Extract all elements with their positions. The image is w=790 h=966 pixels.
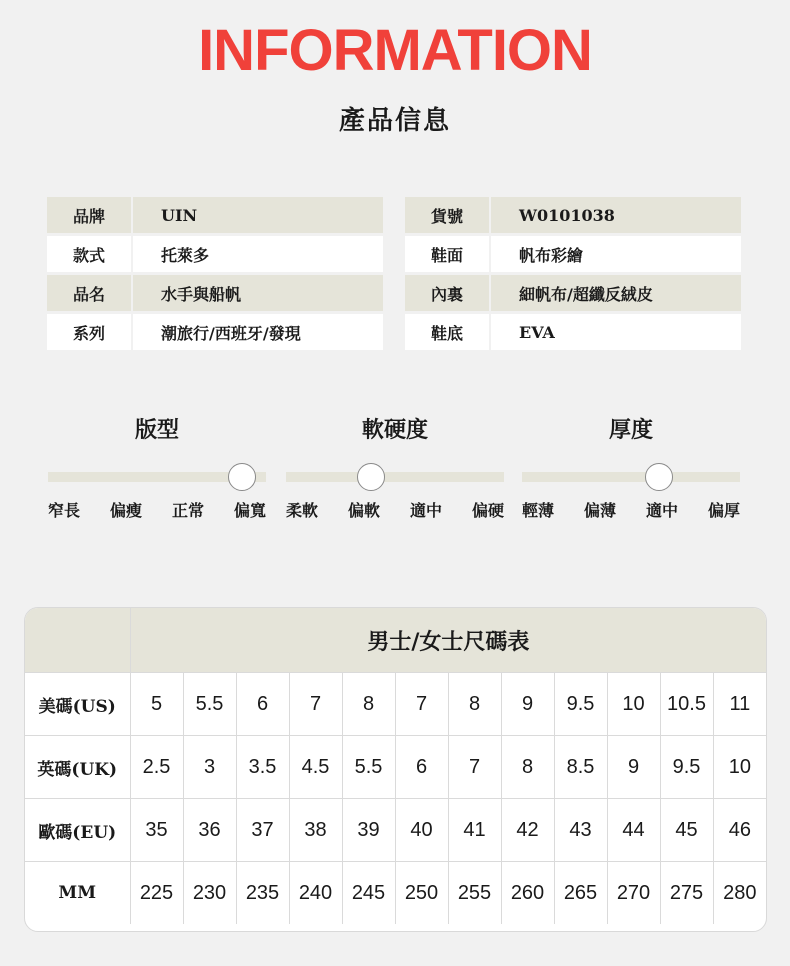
- gauge-labels: [286, 498, 504, 521]
- gauge-label: 偏硬: [471, 501, 504, 520]
- table-row: [25, 862, 766, 925]
- size-cell: 4.5: [289, 736, 342, 799]
- size-cell: 265: [554, 862, 607, 925]
- gauge-track: [522, 472, 740, 482]
- gauge-label: 輕薄: [522, 501, 555, 520]
- size-cell: 42: [501, 799, 554, 862]
- gauge-knob: [645, 463, 673, 491]
- gauge-title: 厚度: [608, 418, 653, 443]
- info-key: 品牌: [47, 197, 131, 233]
- size-cell: 41: [448, 799, 501, 862]
- row-header: 英碼(UK): [25, 736, 130, 799]
- info-value: 細帆布/超纖反絨皮: [491, 275, 741, 311]
- size-cell: 5.5: [342, 736, 395, 799]
- size-cell: 8: [448, 673, 501, 736]
- gauge-label: 適中: [409, 501, 442, 520]
- info-row: [405, 275, 741, 311]
- size-cell: 37: [236, 799, 289, 862]
- size-cell: 10: [607, 673, 660, 736]
- gauge-label: 偏軟: [347, 501, 380, 520]
- row-header: 歐碼(EU): [25, 799, 130, 862]
- table-row: [25, 673, 766, 736]
- size-cell: 240: [289, 862, 342, 925]
- gauge-label: 偏厚: [707, 501, 740, 520]
- size-cell: 250: [395, 862, 448, 925]
- size-cell: 44: [607, 799, 660, 862]
- size-cell: 235: [236, 862, 289, 925]
- info-value: 水手與船帆: [133, 275, 383, 311]
- info-row: [405, 197, 741, 233]
- size-cell: 11: [713, 673, 766, 736]
- info-key: 鞋底: [405, 314, 489, 350]
- info-key: 品名: [47, 275, 131, 311]
- info-value: 托萊多: [133, 236, 383, 272]
- size-cell: 8: [501, 736, 554, 799]
- info-row: [47, 275, 383, 311]
- size-cell: 38: [289, 799, 342, 862]
- size-cell: 9: [501, 673, 554, 736]
- info-key: 內裏: [405, 275, 489, 311]
- info-key: 鞋面: [405, 236, 489, 272]
- size-table-header: [25, 608, 766, 673]
- size-cell: 40: [395, 799, 448, 862]
- size-cell: 7: [395, 673, 448, 736]
- size-cell: 7: [448, 736, 501, 799]
- size-cell: 2.5: [130, 736, 183, 799]
- size-cell: 3.5: [236, 736, 289, 799]
- gauge-track: [286, 472, 504, 482]
- table-row: [25, 799, 766, 862]
- size-cell: 260: [501, 862, 554, 925]
- size-table-title: 男士/女士尺碼表: [130, 608, 766, 673]
- size-cell: 3: [183, 736, 236, 799]
- gauge-fit: [48, 414, 266, 521]
- info-table-right: [405, 197, 741, 353]
- size-table-corner: [25, 608, 130, 673]
- gauge-label: 正常: [171, 501, 204, 520]
- size-chart-table: [24, 607, 767, 932]
- gauge-label: 柔軟: [286, 501, 319, 520]
- size-cell: 9.5: [660, 736, 713, 799]
- size-cell: 8.5: [554, 736, 607, 799]
- gauge-track: [48, 472, 266, 482]
- size-cell: 43: [554, 799, 607, 862]
- page-title: INFORMATION: [198, 18, 592, 83]
- info-row: [47, 314, 383, 350]
- size-cell: 225: [130, 862, 183, 925]
- gauge-labels: [522, 498, 740, 521]
- size-cell: 9.5: [554, 673, 607, 736]
- size-cell: 46: [713, 799, 766, 862]
- size-cell: 35: [130, 799, 183, 862]
- info-row: [47, 197, 383, 233]
- info-key: 貨號: [405, 197, 489, 233]
- size-cell: 36: [183, 799, 236, 862]
- size-cell: 5: [130, 673, 183, 736]
- size-cell: 8: [342, 673, 395, 736]
- size-cell: 6: [395, 736, 448, 799]
- gauge-title: 軟硬度: [361, 418, 428, 443]
- gauge-softness: [286, 414, 504, 521]
- size-cell: 270: [607, 862, 660, 925]
- table-row: [25, 736, 766, 799]
- info-value: UIN: [133, 197, 383, 233]
- info-value: EVA: [491, 314, 741, 350]
- size-cell: 39: [342, 799, 395, 862]
- gauge-label: 偏薄: [583, 501, 616, 520]
- gauge-labels: [48, 498, 266, 521]
- gauge-title: 版型: [134, 418, 179, 443]
- gauge-knob: [357, 463, 385, 491]
- size-cell: 255: [448, 862, 501, 925]
- page-subtitle: 產品信息: [338, 106, 451, 136]
- info-value: W0101038: [491, 197, 741, 233]
- size-cell: 10.5: [660, 673, 713, 736]
- size-cell: 245: [342, 862, 395, 925]
- size-cell: 10: [713, 736, 766, 799]
- size-cell: 45: [660, 799, 713, 862]
- gauge-knob: [228, 463, 256, 491]
- size-cell: 6: [236, 673, 289, 736]
- gauge-label: 窄長: [48, 501, 81, 520]
- info-row: [405, 236, 741, 272]
- info-value: 潮旅行/西班牙/發現: [133, 314, 383, 350]
- gauge-label: 偏瘦: [109, 501, 142, 520]
- gauge-thickness: [522, 414, 740, 521]
- info-table-left: [47, 197, 383, 353]
- row-header: 美碼(US): [25, 673, 130, 736]
- size-cell: 275: [660, 862, 713, 925]
- size-cell: 230: [183, 862, 236, 925]
- size-cell: 7: [289, 673, 342, 736]
- gauge-label: 偏寬: [233, 501, 266, 520]
- size-cell: 9: [607, 736, 660, 799]
- gauge-label: 適中: [645, 501, 678, 520]
- info-row: [47, 236, 383, 272]
- size-cell: 280: [713, 862, 766, 925]
- info-key: 系列: [47, 314, 131, 350]
- info-row: [405, 314, 741, 350]
- row-header: MM: [25, 862, 130, 925]
- info-key: 款式: [47, 236, 131, 272]
- size-cell: 5.5: [183, 673, 236, 736]
- info-value: 帆布彩繪: [491, 236, 741, 272]
